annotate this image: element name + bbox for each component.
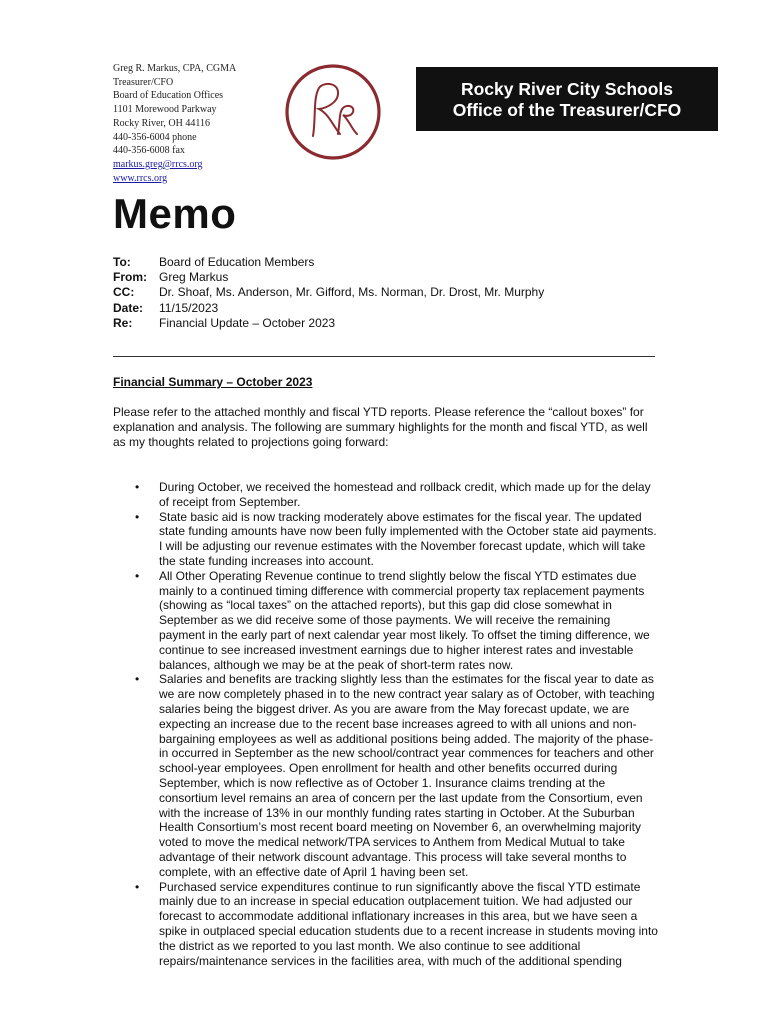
bullet-line: All Other Operating Revenue continue to trend slightly below the fiscal YTD estimates due	[159, 568, 637, 583]
bullet-line: bargaining employees as well as additional positions being added. The majority of the phase-	[159, 731, 654, 746]
re-row	[113, 316, 544, 331]
bullet-line: in occurred in September as the new school/contract year commences for teachers and other	[159, 746, 654, 761]
intro-line: as my thoughts related to projections going forward:	[113, 435, 389, 450]
bullet-line: (showing as “local taxes” on the attached reports), but this gap did close somewhat in	[159, 598, 612, 613]
bullet-dot-icon: •	[135, 672, 140, 687]
intro-line: Please refer to the attached monthly and fiscal YTD reports. Please reference the “callout boxes” for	[113, 405, 644, 419]
banner-line2: Office of the Treasurer/CFO	[452, 100, 682, 120]
bullet-line: payment in the early part of next calendar year most likely. To offset the timing difference, we	[159, 627, 650, 642]
banner-line1: Rocky River City Schools	[460, 79, 674, 99]
intro-paragraph	[113, 405, 653, 451]
bullet-line: During October, we received the homestead and rollback credit, which made up for the delay	[159, 480, 651, 494]
bullet-line: repairs/maintenance services in the facilities area, with much of the additional spending	[159, 953, 622, 968]
bullet-line: expecting an increase due to the recent base increases agreed to with all unions and non-	[159, 716, 637, 731]
bullet-line: consortium level remains an area of concern per the last update from the Consortium, even	[159, 790, 643, 805]
bullet-line: Health Consortium’s most recent board meeting on November 6, an overwhelming majority	[159, 820, 641, 835]
bullet-item	[113, 510, 658, 569]
bullet-line: school-year employees. Open enrollment for health and other benefits occurred during	[159, 761, 618, 776]
header-divider	[113, 356, 655, 357]
bullet-line: balances, although we may be at the peak of short-term rates now.	[159, 657, 514, 672]
bullet-line: September as we did receive some of those payments. We will receive the remaining	[159, 613, 611, 628]
sender-name: Greg R. Markus, CPA, CGMA	[113, 63, 237, 74]
bullet-line: with the increase of 13% in our monthly funding rates starting in October. At the Suburban	[159, 805, 635, 820]
bullet-line: mainly to a continued timing difference with commercial property tax replacement payments	[159, 583, 645, 598]
bullet-item	[113, 569, 658, 673]
bullet-line: Purchased service expenditures continue to run significantly above the fiscal YTD estimate	[159, 879, 641, 894]
bullet-item	[113, 672, 658, 879]
memo-title: Memo	[113, 190, 237, 237]
bullet-line: September, which is now reflective as of October 1. Insurance claims trending at the	[159, 775, 606, 790]
bullet-line: State basic aid is now tracking moderately above estimates for the fiscal year. The updated	[159, 509, 642, 524]
from-value: Greg Markus	[159, 270, 229, 285]
to-value: Board of Education Members	[159, 255, 315, 269]
sender-street: 1101 Morewood Parkway	[113, 104, 217, 116]
re-value: Financial Update – October 2023	[159, 315, 336, 330]
date-value: 11/15/2023	[159, 300, 219, 315]
bullet-line: I will be adjusting our revenue estimates with the November forecast update, which will take	[159, 539, 646, 554]
office-banner	[416, 67, 718, 131]
bullet-line: continue to see increased investment earnings due to higher interest rates and investable	[159, 642, 634, 657]
bullet-line: Salaries and benefits are tracking slightly less than the estimates for the fiscal year to date as	[159, 672, 654, 687]
bullet-dot-icon: •	[135, 480, 140, 494]
sender-office: Board of Education Offices	[113, 90, 224, 102]
bullet-line: forecast to accommodate additional inflationary increases in this area, but we have seen a	[159, 909, 638, 924]
sender-fax: 440-356-6008 fax	[113, 145, 185, 157]
date-label: Date:	[113, 300, 144, 315]
bullet-line: spike in outplaced special education students due to a recent increase in students moving into	[159, 923, 658, 938]
from-row	[113, 270, 544, 285]
section-title: Financial Summary – October 2023	[113, 375, 313, 389]
to-row	[113, 255, 544, 270]
bullet-line: mainly due to an increase in special education outplacement tuition. We had adjusted our	[159, 894, 633, 909]
bullet-line: voted to move the medical network/TPA services to Anthem from Medical Mutual to take	[159, 835, 625, 850]
bullet-dot-icon: •	[135, 568, 140, 583]
bullet-item	[113, 880, 658, 969]
bullet-dot-icon: •	[135, 509, 140, 524]
bullet-dot-icon: •	[135, 879, 140, 894]
intro-line: explanation and analysis. The following are summary highlights for the month and fiscal YTD, as well	[113, 420, 648, 435]
cc-row	[113, 285, 544, 300]
to-label: To:	[113, 255, 131, 269]
bullet-line: the district as we reported to you last month. We also continue to see additional	[159, 938, 581, 953]
sender-block	[113, 62, 273, 185]
bullet-line: state funding amounts have now been fully implemented with the October state aid payments.	[159, 524, 657, 539]
date-row	[113, 301, 544, 316]
cc-label: CC:	[113, 285, 135, 300]
bullet-line: the state funding increases into account.	[159, 553, 374, 568]
cc-value: Dr. Shoaf, Ms. Anderson, Mr. Gifford, Ms. Norman, Dr. Drost, Mr. Murphy	[159, 285, 545, 300]
bullet-line: advantage of their network discount advantage. This process will take several months to	[159, 849, 627, 864]
bullet-line: we are now completely phased in to the new contract year salary as of October, with teaching	[159, 687, 655, 702]
re-label: Re:	[113, 315, 133, 330]
district-logo	[283, 62, 383, 162]
sender-email-link[interactable]: markus.greg@rrcs.org	[113, 158, 203, 170]
sender-website-link[interactable]: www.rrcs.org	[113, 172, 168, 184]
sender-city: Rocky River, OH 44116	[113, 117, 210, 129]
bullet-line: salaries being the biggest driver. As you are aware from the May forecast update, we are	[159, 701, 630, 716]
bullet-line: complete, with an effective date of April 1 having been set.	[159, 864, 469, 879]
memo-header	[113, 255, 544, 331]
sender-title: Treasurer/CFO	[113, 76, 174, 88]
summary-bullet-list	[113, 480, 658, 968]
sender-phone: 440-356-6004 phone	[113, 131, 197, 143]
bullet-line: of receipt from September.	[159, 494, 301, 509]
bullet-item	[113, 480, 658, 510]
from-label: From:	[113, 270, 147, 285]
